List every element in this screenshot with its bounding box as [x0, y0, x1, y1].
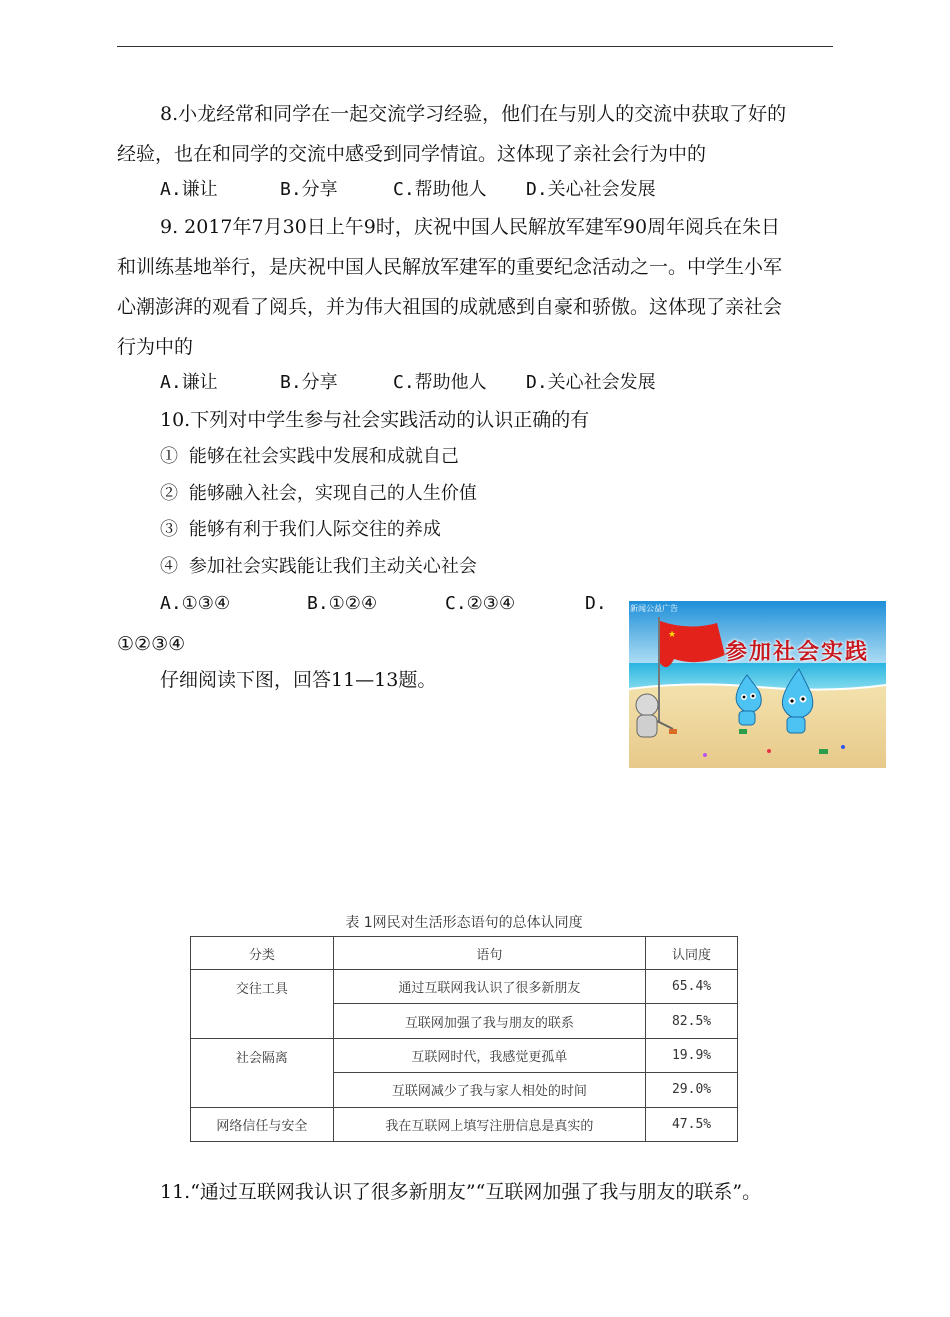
q9-option-c: C.帮助他人 [393, 372, 487, 393]
q10-stem: 10.下列对中学生参与社会实践活动的认识正确的有 [160, 409, 590, 431]
category-cell: 网络信任与安全 [191, 1107, 334, 1141]
q9-option-a: A.谦让 [160, 372, 218, 393]
q9-line1: 9. 2017年7月30日上午9时，庆祝中国人民解放军建军90周年阅兵在朱日 [160, 216, 781, 238]
social-practice-illustration [629, 601, 886, 768]
q9-options [160, 371, 656, 395]
q8-line2: 经验，也在和同学的交流中感受到同学情谊。这体现了亲社会行为中的 [117, 143, 707, 165]
illustration-corner-text: 新闻公益广告 [630, 604, 678, 613]
q10-option-d: D. [585, 593, 607, 614]
q9-option-d: D.关心社会发展 [526, 372, 656, 393]
header-recognition: 认同度 [646, 937, 738, 970]
pct-cell: 47.5% [646, 1107, 738, 1141]
q8-line1: 8.小龙经常和同学在一起交流学习经验，他们在与别人的交流中获取了好的 [160, 103, 787, 125]
statement-cell: 我在互联网上填写注册信息是真实的 [333, 1107, 645, 1141]
table-row [191, 970, 738, 1004]
table-caption: 表 1网民对生活形态语句的总体认同度 [345, 915, 583, 931]
q9-line4: 行为中的 [117, 336, 194, 358]
statement-cell: 通过互联网我认识了很多新朋友 [333, 970, 645, 1004]
q11-line1: 11.“通过互联网我认识了很多新朋友”“互联网加强了我与朋友的联系”。 [160, 1181, 762, 1203]
category-cell: 社会隔离 [191, 1038, 334, 1107]
table-row [191, 1107, 738, 1141]
category-cell: 交往工具 [191, 970, 334, 1039]
pct-cell: 65.4% [646, 970, 738, 1004]
q10-option-b: B.①②④ [307, 593, 378, 614]
q9-line2: 和训练基地举行，是庆祝中国人民解放军建军的重要纪念活动之一。中学生小军 [117, 256, 783, 278]
q8-option-d: D.关心社会发展 [526, 179, 656, 200]
header-rule [117, 46, 833, 47]
q8-option-a: A.谦让 [160, 179, 218, 200]
q9-option-b: B.分享 [280, 372, 338, 393]
table-row [191, 1038, 738, 1072]
pct-cell: 82.5% [646, 1004, 738, 1038]
svg-text:★: ★ [668, 630, 677, 640]
q10-option-a: A.①③④ [160, 593, 231, 614]
q10-item-4: ④ 参加社会实践能让我们主动关心社会 [160, 556, 477, 577]
statement-cell: 互联网减少了我与家人相处的时间 [333, 1073, 645, 1107]
q10-option-d-wrap: ①②③④ [117, 633, 186, 655]
q10-item-3: ③ 能够有利于我们人际交往的养成 [160, 519, 441, 540]
q9-line3: 心潮澎湃的观看了阅兵，并为伟大祖国的成就感到自豪和骄傲。这体现了亲社会 [117, 296, 783, 318]
statement-cell: 互联网加强了我与朋友的联系 [333, 1004, 645, 1038]
header-statement: 语句 [333, 937, 645, 970]
pct-cell: 29.0% [646, 1073, 738, 1107]
statement-cell: 互联网时代，我感觉更孤单 [333, 1038, 645, 1072]
q10-item-1: ① 能够在社会实践中发展和成就自己 [160, 446, 459, 467]
q8-option-b: B.分享 [280, 179, 338, 200]
q8-options [160, 178, 656, 202]
table-header-row [191, 937, 738, 970]
q10-option-c: C.②③④ [445, 593, 516, 614]
q8-option-c: C.帮助他人 [393, 179, 487, 200]
illustration-banner-text: 参加社会实践 [725, 639, 870, 665]
header-category: 分类 [191, 937, 334, 970]
q10-options [160, 592, 607, 616]
reading-instruction: 仔细阅读下图，回答11—13题。 [160, 669, 437, 691]
recognition-table [190, 936, 738, 1142]
q10-item-2: ② 能够融入社会，实现自己的人生价值 [160, 483, 477, 504]
pct-cell: 19.9% [646, 1038, 738, 1072]
